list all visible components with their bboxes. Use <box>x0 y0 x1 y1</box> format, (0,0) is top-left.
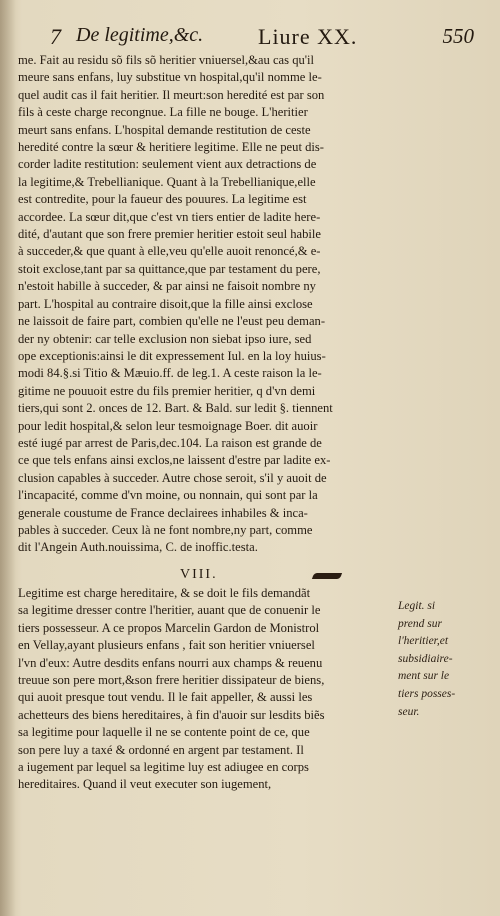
margin-note-line: tiers posses- <box>398 687 456 700</box>
margin-note <box>398 598 494 721</box>
margin-note-line: prend sur <box>398 617 442 630</box>
section-heading <box>0 567 500 587</box>
text-line: meurt sans enfans. L'hospital demande restitution de ceste <box>18 122 311 137</box>
text-line: en Vellay,ayant plusieurs enfans , fait son heritier vniuersel <box>18 638 315 653</box>
text-line: meure sans enfans, luy substitue vn hospital,qu'il nomme le- <box>18 70 322 85</box>
text-line: heredité contre la sœur & heritiere legitime. Elle ne peut dis- <box>18 140 324 155</box>
text-line: der ny obtenir: car telle exclusion non siebat ipso iure, sed <box>18 331 312 346</box>
text-line: sa legitime dresser contre l'heritier, auant que de conuenir le <box>18 603 321 618</box>
text-line: me. Fait au residu sõ fils sõ heritier vniuersel,&au cas qu'il <box>18 53 315 67</box>
margin-note-line: Legit. si <box>398 600 436 612</box>
text-line: ope exceptionis:ainsi le dit expressement Iul. en la loy huius- <box>18 348 326 363</box>
text-line: hereditaires. Quand il veut executer son iugement, <box>18 777 272 792</box>
text-line: est contredite, pour la faueur des pouures. La legitime est <box>18 192 307 207</box>
text-line: part. L'hospital au contraire disoit,que la fille ainsi exclose <box>18 296 313 311</box>
margin-note-line: subsidiaire- <box>398 652 453 665</box>
text-line: treuue son pere mort,&son frere heritier dissipateur de biens, <box>18 673 325 688</box>
text-line: fils à ceste charge recongnue. La fille ne bouge. L'heritier <box>18 105 308 120</box>
main-text <box>18 52 402 557</box>
page-number: 550 <box>442 24 474 48</box>
gutter-shadow <box>0 0 16 916</box>
text-line: corder ladite restitution: seulement vient aux detractions de <box>18 157 317 172</box>
section-number: VIII. <box>180 567 218 582</box>
text-line: esté iugé par arrest de Paris,dec.104. La raison est grande de <box>18 435 322 450</box>
text-line: qui auoit presque tout vendu. Il le fait appeller, & aussi les <box>18 690 313 705</box>
text-line: stoit exclose,tant par sa quittance,que par testament du pere, <box>18 261 321 276</box>
header-number: 7 <box>50 24 61 49</box>
text-line: accordee. La sœur dit,que c'est vn tiers entier de ladite here- <box>18 209 321 224</box>
text-line: dité, d'autant que son frere premier heritier estoit seul habile <box>18 227 322 242</box>
header-title: De legitime,&c. <box>76 24 204 46</box>
text-line: achetteurs des biens hereditaires, à fin d'auoir sur lesdits biẽs <box>18 707 325 722</box>
text-line: l'incapacité, comme d'vn moine, ou nonnain, qui sont par la <box>18 488 318 503</box>
text-line: ne laissoit de faire part, combien qu'elle ne l'eust peu deman- <box>18 314 326 329</box>
text-line: n'estoit habille à succeder, & par ainsi ne faisoit nombre ny <box>18 279 316 294</box>
text-line: pour ledit hospital,& selon leur tesmoignage Boer. dit auoir <box>18 418 318 433</box>
margin-note-line: seur. <box>398 705 420 718</box>
section-text <box>18 585 402 794</box>
running-header <box>40 24 480 54</box>
text-line: gitime ne pouuoit estre du fils premier heritier, q d'vn demi <box>18 383 316 398</box>
text-line: sa legitime pour laquelle il ne se contente point de ce, que <box>18 725 310 740</box>
header-book: Liure XX. <box>258 24 358 49</box>
margin-note-line: ment sur le <box>398 670 450 683</box>
margin-note-line: l'heritier,et <box>398 635 449 648</box>
text-line: son pere luy a taxé & ordonné en argent par testament. Il <box>18 742 304 757</box>
text-line: Legitime est charge hereditaire, & se doit le fils demandãt <box>18 586 311 600</box>
text-line: l'vn d'eux: Autre desdits enfans nourri aux champs & reuenu <box>18 655 323 670</box>
text-line: à succeder,& que quant à elle,veu qu'elle auoit renoncé,& e- <box>18 244 321 259</box>
fleuron-ornament <box>312 573 342 579</box>
text-line: generale coustume de France declairees inhabiles & inca- <box>18 505 308 520</box>
text-line: ce que tels enfans ainsi exclos,ne laissent d'estre par ladite ex- <box>18 453 331 468</box>
text-line: pables à succeder. Ceux là ne font nombre,ny part, comme <box>18 522 313 537</box>
text-line: clusion capables à succeder. Autre chose seroit, s'il y auoit de <box>18 470 327 485</box>
text-line: tiers,qui sont 2. onces de 12. Bart. & Bald. sur ledit §. tiennent <box>18 401 333 416</box>
text-line: a iugement par lequel sa legitime luy est adiugee en corps <box>18 760 309 775</box>
text-line: tiers possesseur. A ce propos Marcelin Gardon de Monistrol <box>18 620 320 635</box>
text-line: dit l'Angein Auth.nouissima, C. de inoffic.testa. <box>18 540 258 555</box>
text-line: la legitime,& Trebellianique. Quant à la Trebellianique,elle <box>18 174 316 189</box>
text-line: modi 84.§.si Titio & Mæuio.ff. de leg.1. A ceste raison la le- <box>18 366 322 381</box>
text-line: quel audit cas il fait heritier. Il meurt:son heredité est par son <box>18 87 325 102</box>
